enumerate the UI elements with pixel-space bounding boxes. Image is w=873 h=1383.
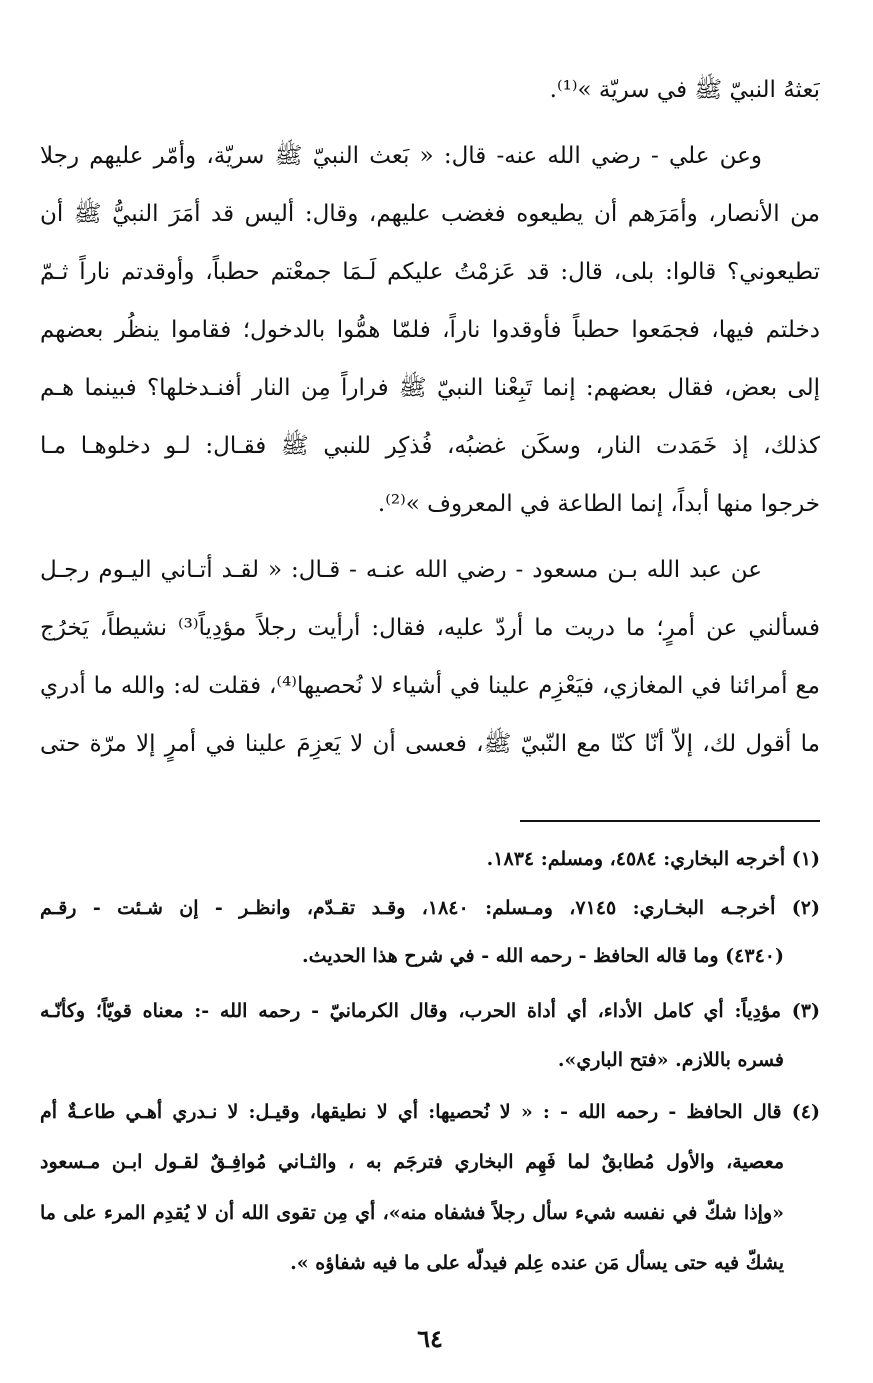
body-line: فسألني عن أمرٍ؛ ما دريت ما أردّ عليه، فقال: أرأيت رجلاً مؤدِياً⁽³⁾ نشيطاً، يَخرُج xyxy=(40,615,820,641)
footnote-line: يشكّ فيه حتى يسأل مَن عنده عِلم فيدلّه على ما فيه شفاؤه ». xyxy=(290,1252,784,1274)
footnote-line: (٤٣٤٠) وما قاله الحافظ - رحمه الله - في شرح هذا الحديث. xyxy=(302,945,784,967)
body-line: كذلك، إذ خَمَدت النار، وسكَن غضبُه، فُذكِر للنبي ﷺ فقـال: لـو دخلوهـا مـا xyxy=(40,433,820,459)
book-page xyxy=(40,0,820,1383)
body-line: بَعثهُ النبيّ ﷺ في سريّة »⁽¹⁾. xyxy=(549,77,820,103)
footnote-line: معصية، والأول مُطابقٌ لما فَهِم البخاري فترجَم به ، والثـاني مُوافِـقٌ لقـول ابـن مـسعود xyxy=(40,1151,784,1173)
body-line: خرجوا منها أبداً، إنما الطاعة في المعروف »⁽²⁾. xyxy=(377,491,820,517)
body-line: ما أقول لك، إلاّ أنّا كنّا مع النّبيّ ﷺ، فعسى أن لا يَعزِمَ علينا في أمرٍ إلا مرّة حتى xyxy=(40,731,820,757)
footnote-separator xyxy=(520,820,820,822)
body-line: مع أمرائنا في المغازي، فيَعْزِم علينا في أشياء لا نُحصيها⁽⁴⁾، فقلت له: والله ما أدري xyxy=(40,673,820,699)
footnote-line: فسره باللازم. «فتح الباري». xyxy=(557,1049,784,1071)
body-line: إلى بعض، فقال بعضهم: إنما تَبِعْنا النبيّ ﷺ فراراً مِن النار أفنـدخلها؟ فبينما هـم xyxy=(40,375,820,401)
footnote-line: (٣) مؤدِياً: أي كامل الأداء، أي أداة الحرب، وقال الكرمانيّ - رحمه الله -: معناه قويّاً؛ وكأنّـه xyxy=(40,1000,820,1022)
body-line: عن عبد الله بـن مسعود - رضي الله عنـه - قـال: « لقـد أتـاني اليـوم رجـل xyxy=(40,557,762,583)
body-line: دخلتم فيها، فجمَعوا حطباً فأوقدوا ناراً، فلمّا همُّوا بالدخول؛ فقاموا ينظُر بعضهم xyxy=(40,317,820,343)
body-line: من الأنصار، وأمَرَهم أن يطيعوه فغضب عليهم، وقال: أليس قد أمَرَ النبيُّ ﷺ أن xyxy=(40,201,820,227)
footnote-line: (٤) قال الحافظ - رحمه الله - : « لا نُحصيها: أي لا نطيقها، وقيـل: لا نـدري أهـي طاعـةٌ أم xyxy=(40,1101,820,1123)
footnote-line: «وإذا شكّ في نفسه شيء سأل رجلاً فشفاه منه»، أي مِن تقوى الله أن لا يُقدِم المرء على ما xyxy=(40,1202,785,1224)
footnote-line: (١) أخرجه البخاري: ٤٥٨٤، ومسلم: ١٨٣٤. xyxy=(486,848,820,870)
body-line: تطيعوني؟ قالوا: بلى، قال: قد عَزمْتُ عليكم لَـمَا جمعْتم حطباً، وأوقدتم ناراً ثـمّ xyxy=(40,259,820,285)
body-line: وعن علي - رضي الله عنه- قال: « بَعث النبيّ ﷺ سريّة، وأمّر عليهم رجلا xyxy=(40,143,762,169)
footnote-line: (٢) أخرجـه البخـاري: ٧١٤٥، ومـسلم: ١٨٤٠، وقـد تقـدّم، وانظـر - إن شـئت - رقـم xyxy=(40,897,820,919)
page-number: ٦٤ xyxy=(417,1324,443,1353)
